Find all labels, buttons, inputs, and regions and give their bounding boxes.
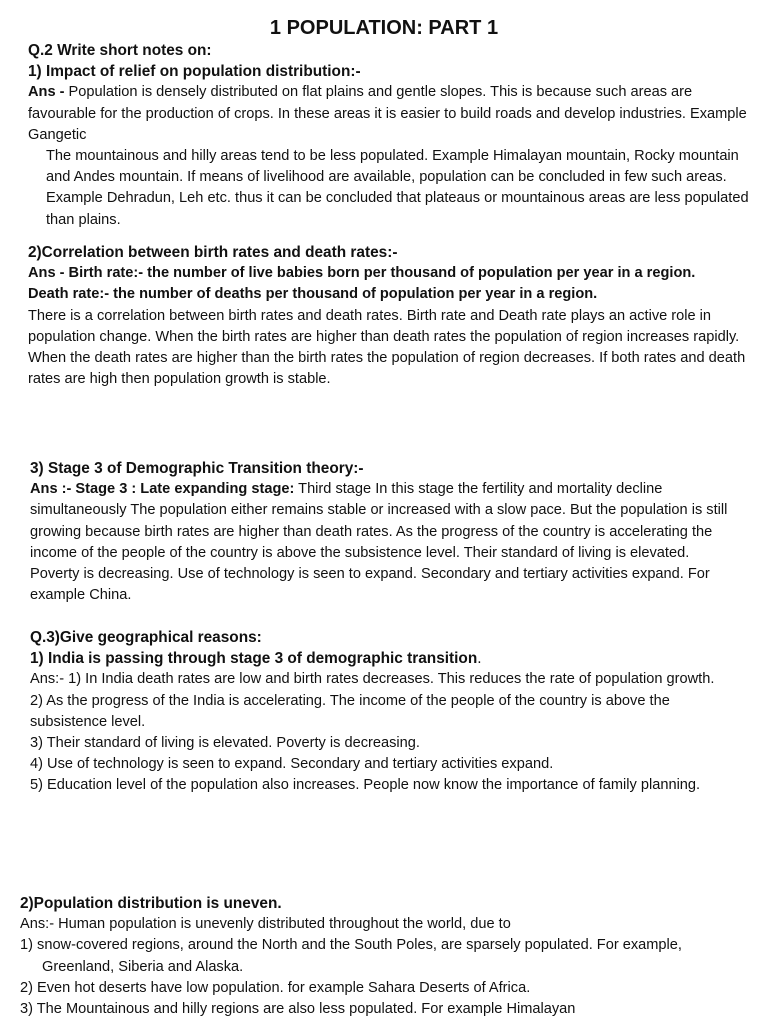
q3-section [30,627,730,797]
reason1-heading-text: 1) India is passing through stage 3 of demographic transition [30,650,478,668]
death-rate-definition: Death rate:- the number of deaths per thousand of population per year in a region. [28,286,598,303]
reason2-intro: Ans:- Human population is unevenly distributed throughout the world, due to [20,916,511,933]
note3-para1-text: Third stage In this stage the fertility and mortality decline simultaneously The population either remains stable or increased with a slow pace. But the population is still growing because birth rates are higher than death rates. As the progress of the country is accelerating the income of the people of the country is above the subsistence level. Their standard of living is elevated. Poverty is decreasing. Use of technology is seen to expand. Secondary and tertiary activities expand. For example China. [30,481,728,604]
note3-ans-label: Ans :- Stage 3 : Late expanding stage: [30,481,295,498]
note2-section [28,242,758,390]
note2-para1: There is a correlation between birth rates and death rates. Birth rate and Death rate plays an active role in population change. When the birth rates are higher than death rates the population of region increases rapidly. When the death rates are higher than the birth rates the population of region decreases. If both rates and death rates are high then population growth is stable. [28,307,746,388]
note1-ans-label: Ans - [28,84,69,101]
q2-heading: Q.2 Write short notes on: [28,42,212,59]
note1-para1 [28,82,758,146]
page-title: 1 POPULATION: PART 1 [269,17,499,39]
reason2-point-1: 1) snow-covered regions, around the North and the South Poles, are sparsely populated. For example, Greenland, Siberia and Alaska. [20,937,682,975]
note1-heading: 1) Impact of relief on population distribution:- [28,63,361,81]
reason1-heading-period: . [477,650,482,668]
reason1-point-1: Ans:- 1) In India death rates are low and birth rates decreases. This reduces the rate of population growth. [30,671,715,688]
reason1-point-2: 2) As the progress of the India is accelerating. The income of the people of the country is above the subsistence level. [30,692,670,730]
reason1-point-3: 3) Their standard of living is elevated. Poverty is decreasing. [30,735,420,752]
note2-heading: 2)Correlation between birth rates and death rates:- [28,244,398,261]
reason2-point-3: 3) The Mountainous and hilly regions are also less populated. For example Himalayan [20,1001,576,1018]
reason2-heading: 2)Population distribution is uneven. [20,895,282,912]
note1-para1-text: Population is densely distributed on flat plains and gentle slopes. This is because such areas are favourable for the production of crops. In these areas it is easier to build roads and develop industries. Example Gangetic [28,84,747,143]
note3-heading: 3) Stage 3 of Demographic Transition theory:- [30,460,364,477]
note3-para1 [30,479,730,606]
q3-heading: Q.3)Give geographical reasons: [30,629,262,646]
note3-section [30,458,730,606]
reason2-section [20,893,720,1020]
note1-para2: The mountainous and hilly areas tend to be less populated. Example Himalayan mountain, Rocky mountain and Andes mountain. If means of livelihood are available, population can be concluded in few such areas. Example Dehradun, Leh etc. thus it can be concluded that plateaus or mountainous areas are less populated than plains. [46,148,749,228]
reason1-point-4: 4) Use of technology is seen to expand. Secondary and tertiary activities expand. [30,756,554,773]
birth-rate-definition: Ans - Birth rate:- the number of live babies born per thousand of population per year in a region. [28,265,696,282]
reason1-point-5: 5) Education level of the population also increases. People now know the importance of family planning. [30,777,701,794]
reason1-heading [30,648,730,669]
q2-section [28,40,758,231]
reason2-point-2: 2) Even hot deserts have low population. for example Sahara Deserts of Africa. [20,979,531,996]
